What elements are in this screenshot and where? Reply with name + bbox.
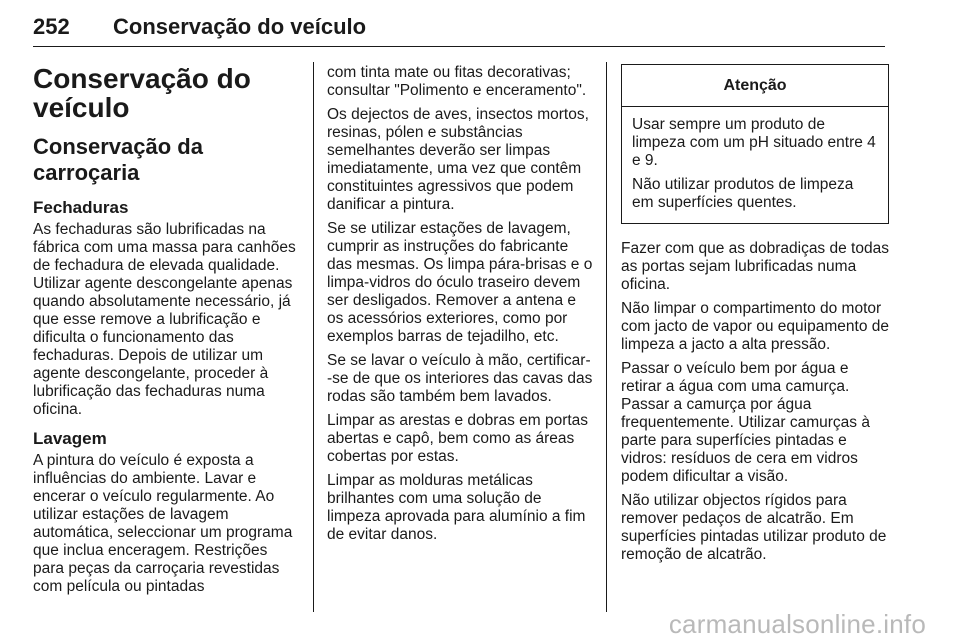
paragraph-mate-paint: com tinta mate ou fitas decorativas; consultar "Polimento e enceramento". bbox=[327, 64, 587, 99]
notice-paragraph-hot-surfaces: Não utilizar produtos de limpeza em superfícies quentes. bbox=[632, 176, 854, 211]
column-divider-right bbox=[606, 62, 607, 612]
topic-heading-lavagem: Lavagem bbox=[33, 429, 107, 448]
paragraph-edges-folds: Limpar as arestas e dobras em portas abertas e capô, bem como as áreas cobertas por estas. bbox=[327, 412, 589, 465]
paragraph-lavagem: A pintura do veículo é exposta a influências do ambiente. Lavar e encerar o veículo regularmente. Ao utilizar estações de lavagem automática, seleccionar um programa que inclua enceragem. Restrições para peças da carroçaria revestidas com película ou pintadas bbox=[33, 452, 293, 595]
column-middle bbox=[327, 64, 593, 550]
section-title: Conservação do veículo bbox=[33, 63, 251, 123]
notice-box bbox=[621, 64, 889, 224]
column-right bbox=[621, 64, 889, 570]
paragraph-bird-droppings: Os dejectos de aves, insectos mortos, resinas, pólen e substâncias semelhantes deverão ser limpas imediatamente, uma vez que contêm constituintes agressivos que podem danificar a pintura. bbox=[327, 106, 589, 213]
notice-paragraph-ph: Usar sempre um produto de limpeza com um pH situado entre 4 e 9. bbox=[632, 116, 876, 169]
paragraph-hand-wash: Se se lavar o veículo à mão, certificar--se de que os interiores das cavas das rodas são também bem lavados. bbox=[327, 352, 593, 405]
watermark: carmanualsonline.info bbox=[668, 609, 926, 639]
column-left bbox=[33, 64, 301, 596]
column-divider-left bbox=[313, 62, 314, 612]
running-title: Conservação do veículo bbox=[113, 14, 367, 39]
subsection-title: Conservação da carroçaria bbox=[33, 134, 203, 185]
paragraph-car-wash: Se se utilizar estações de lavagem, cumprir as instruções do fabricante das mesmas. Os limpa pára-brisas e o limpa-vidros do óculo traseiro devem ser desligados. Remover a antena e os acessórios exteriores, como por exemplos barras de tejadilho, etc. bbox=[327, 220, 593, 345]
paragraph-metal-trims: Limpar as molduras metálicas brilhantes com uma solução de limpeza aprovada para alumínio a fim de evitar danos. bbox=[327, 472, 586, 543]
notice-body bbox=[622, 107, 888, 223]
notice-title: Atenção bbox=[622, 65, 888, 107]
page-header bbox=[33, 6, 885, 47]
paragraph-rinse-chamois: Passar o veículo bem por água e retirar a água com uma camurça. Passar a camurça por água frequentemente. Utilizar camurças à parte para superfícies pintadas e vidros: resíduos de cera em vidros podem dificultar a visão. bbox=[621, 360, 870, 485]
paragraph-door-hinges: Fazer com que as dobradiças de todas as portas sejam lubrificadas numa oficina. bbox=[621, 240, 889, 293]
paragraph-fechaduras: As fechaduras são lubrificadas na fábrica com uma massa para canhões de fechadura de elevada qualidade. Utilizar agente descongelante apenas quando absolutamente necessário, já que esse remove a lubrificação e dificulta o funcionamento das fechaduras. Depois de utilizar um agente descongelante, proceder à lubrificação das fechaduras numa oficina. bbox=[33, 221, 296, 418]
topic-heading-fechaduras: Fechaduras bbox=[33, 198, 129, 217]
paragraph-engine-compartment: Não limpar o compartimento do motor com jacto de vapor ou equipamento de limpeza a jacto a alta pressão. bbox=[621, 300, 889, 353]
page-number: 252 bbox=[33, 14, 70, 39]
paragraph-tar-removal: Não utilizar objectos rígidos para remover pedaços de alcatrão. Em superfícies pintadas utilizar produto de remoção de alcatrão. bbox=[621, 492, 887, 563]
